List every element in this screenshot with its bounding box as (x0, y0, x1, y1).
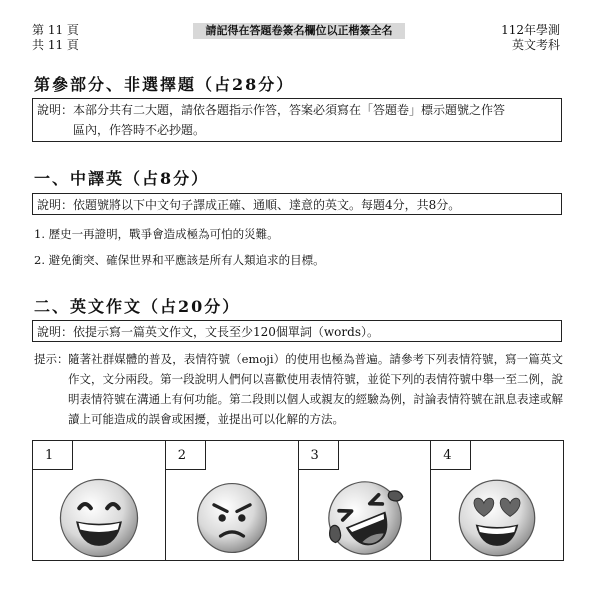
angry-face-icon (191, 477, 273, 559)
question-1: 1. 歷史一再證明，戰爭會造成極為可怕的災難。 (34, 227, 279, 241)
emoji-panels (32, 440, 564, 561)
page-indicator (32, 23, 79, 53)
question-2: 2. 避免衝突、確保世界和平應該是所有人類追求的目標。 (34, 253, 325, 267)
panel-number: 3 (299, 441, 339, 470)
panel-number: 2 (166, 441, 206, 470)
section2-title: 二、英文作文（占20分） (34, 297, 241, 316)
page-number: 第 11 頁 (32, 23, 79, 37)
part3-title: 第參部分、非選擇題（占28分） (34, 75, 295, 94)
hint-text: 隨著社群媒體的普及，表情符號（emoji）的使用也極為普遍。請參考下列表情符號，寫一篇英文作文，文分兩段。第一段說明人們何以喜歡使用表情符號，並從下列的表情符號中舉一至二例，說明表情符號在溝通上有何功能。第二段則以個人或親友的經驗為例，討論表情符號在訊息表達或解讀上可能造成的誤會或困擾，並提出可以化解的方法。 (68, 352, 563, 426)
part3-instruction-line2: 區內，作答時不必抄題。 (73, 123, 206, 137)
section1-instruction-box (32, 193, 562, 215)
exam-info (501, 23, 560, 53)
grinning-face-icon (58, 477, 140, 559)
signature-notice: 請記得在答題卷簽名欄位以正楷簽全名 (193, 23, 405, 39)
emoji-panel-1 (33, 441, 166, 560)
laughing-tears-face-icon (324, 477, 406, 559)
section2-instruction-box (32, 320, 562, 342)
emoji-panel-2 (166, 441, 299, 560)
heart-eyes-face-icon (456, 477, 538, 559)
page-total: 共 11 頁 (32, 38, 79, 52)
emoji-panel-4 (431, 441, 563, 560)
exam-name: 112年學測 (501, 23, 560, 37)
hint-label: 提示： (34, 352, 69, 366)
panel-number: 1 (33, 441, 73, 470)
emoji-panel-3 (299, 441, 432, 560)
section1-title: 一、中譯英（占8分） (34, 169, 210, 188)
part3-instruction-line1: 說明：本部分共有二大題，請依各題指示作答，答案必須寫在「答題卷」標示題號之作答 (37, 103, 506, 117)
section2-instruction: 說明：依提示寫一篇英文作文，文長至少120個單詞（words）。 (37, 325, 379, 339)
exam-subject: 英文考科 (511, 38, 560, 52)
section1-instruction: 說明：依題號將以下中文句子譯成正確、通順、達意的英文。每題4分，共8分。 (37, 198, 461, 212)
part3-instruction-box (32, 98, 562, 142)
panel-number: 4 (431, 441, 471, 470)
